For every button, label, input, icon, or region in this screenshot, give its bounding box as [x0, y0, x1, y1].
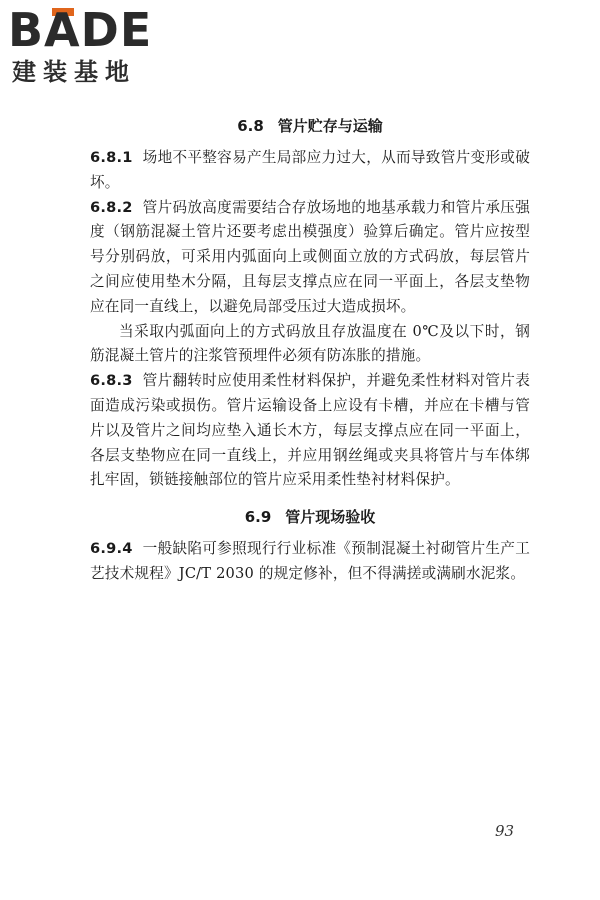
clause-6-9-4 [90, 537, 530, 587]
logo-wordmark: BADE [8, 3, 153, 57]
clause-6-8-2 [90, 196, 530, 320]
section-number: 6.9 [244, 508, 272, 527]
clause-text: 当采取内弧面向上的方式码放且存放温度在 0℃及以下时，钢筋混凝土管片的注浆管预埋件必须有防冻胀的措施。 [90, 322, 530, 365]
clause-text: 一般缺陷可参照现行行业标准《预制混凝土衬砌管片生产工艺技术规程》JC/T 2030 的规定修补，但不得满搓或满刷水泥浆。 [90, 540, 530, 582]
section-6-8-heading [90, 112, 530, 140]
clause-number: 6.8.3 [90, 372, 133, 390]
clause-number: 6.8.2 [90, 198, 133, 216]
clause-6-8-3 [90, 369, 530, 493]
clause-6-8-2-continued [90, 320, 530, 370]
bade-logo [8, 3, 178, 86]
section-title: 管片现场验收 [285, 508, 376, 527]
clause-text: 管片码放高度需要结合存放场地的地基承载力和管片承压强度（钢筋混凝土管片还要考虑出模强度）验算后确定。管片应按型号分别码放，可采用内弧面向上或侧面立放的方式码放，每层管片之间应使用垫木分隔，且每层支撑点应在同一平面上，各层支垫物应在同一直线上，以避免局部受压过大造成损坏。 [90, 198, 530, 315]
document-body [90, 112, 530, 587]
clause-text: 管片翻转时应使用柔性材料保护，并避免柔性材料对管片表面造成污染或损伤。管片运输设备上应设有卡槽，并应在卡槽与管片以及管片之间均应垫入通长木方，每层支撑点应在同一平面上，各层支垫物应在同一直线上，并应用钢丝绳或夹具将管片与车体绑扎牢固，锁链接触部位的管片应采用柔性垫衬材料保护。 [90, 372, 530, 489]
section-6-9-heading [90, 503, 530, 531]
section-number: 6.8 [237, 117, 264, 135]
page-number: 93 [495, 822, 515, 840]
clause-text: 场地不平整容易产生局部应力过大，从而导致管片变形或破坏。 [90, 149, 530, 191]
clause-number: 6.8.1 [90, 149, 133, 166]
clause-6-8-1 [90, 146, 530, 196]
section-title: 管片贮存与运输 [277, 117, 383, 135]
logo-subtitle: 建装基地 [12, 58, 136, 86]
clause-number: 6.9.4 [90, 540, 133, 558]
